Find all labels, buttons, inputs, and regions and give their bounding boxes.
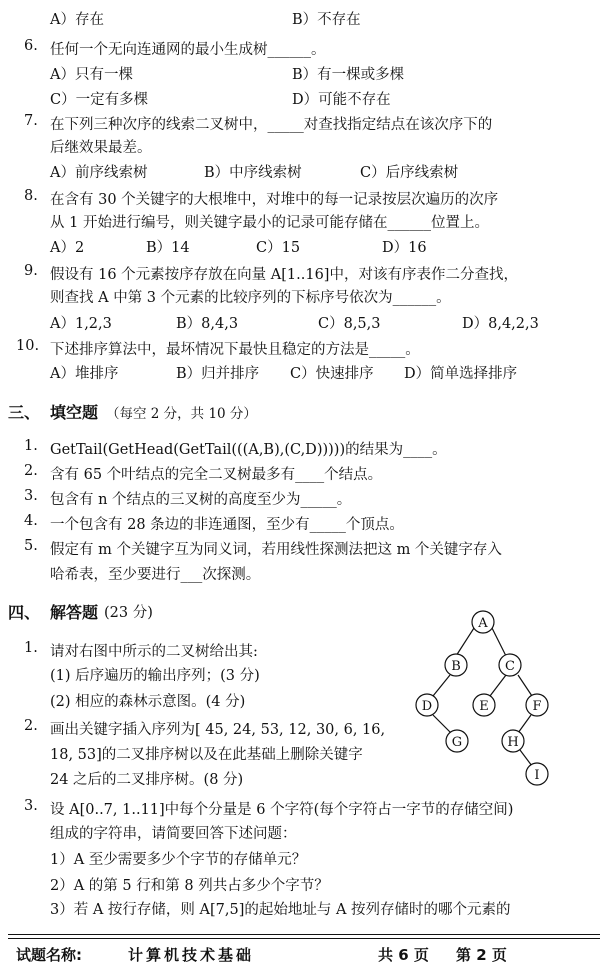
footer-subject: 计算机技术基础 (128, 946, 255, 964)
sub-question: (1) 后序遍历的输出序列；(3 分) (50, 668, 260, 684)
question-text: 24 之后的二叉排序树。(8 分) (50, 772, 244, 788)
question-number: 1. (24, 640, 38, 656)
question-number: 1. (24, 438, 38, 454)
tree-edge (456, 628, 474, 656)
question-text: 一个包含有 28 条边的非连通图，至少有_____个顶点。 (50, 517, 404, 533)
tree-label: E (479, 699, 489, 714)
q5-option-a: A）存在 (50, 12, 104, 28)
footer-rule (8, 934, 600, 935)
option: D）16 (382, 240, 427, 256)
option: C）一定有多棵 (50, 92, 149, 108)
option: A）只有一棵 (50, 67, 133, 83)
tree-edge (433, 715, 451, 733)
option: B）归并排序 (176, 366, 260, 382)
option: D）8,4,2,3 (462, 316, 539, 332)
footer-page-number: 第 2 页 (456, 946, 507, 964)
question-text: 哈希表，至少要进行___次探测。 (50, 567, 261, 583)
section-title: 解答题 (50, 603, 99, 622)
sub-question: (2) 相应的森林示意图。(4 分) (50, 694, 246, 710)
question-text: 画出关键字插入序列为[ 45, 24, 53, 12, 30, 6, 16, (50, 722, 386, 738)
sub-question: 2）A 的第 5 行和第 8 列共占多少个字节？ (50, 878, 329, 894)
question-number: 3. (24, 798, 38, 814)
question-number: 2. (24, 463, 38, 479)
question-text: 后继效果最差。 (50, 140, 152, 156)
question-text: 任何一个无向连通网的最小生成树______。 (50, 42, 326, 58)
section-number: 四、 (8, 603, 41, 622)
tree-edge (520, 750, 532, 766)
question-number: 4. (24, 513, 38, 529)
question-number: 7. (24, 113, 38, 129)
question-text: 则查找 A 中第 3 个元素的比较序列的下标序号依次为______。 (50, 290, 451, 306)
option: D）可能不存在 (292, 92, 391, 108)
option: C）8,5,3 (318, 316, 381, 332)
option: A）2 (50, 240, 85, 256)
question-text: 假定有 m 个关键字互为同义词，若用线性探测法把这 m 个关键字存入 (50, 542, 502, 558)
tree-edge (492, 628, 506, 656)
option: C）后序线索树 (360, 165, 459, 181)
question-number: 2. (24, 718, 38, 734)
question-text: 组成的字符串，请简要回答下述问题： (50, 826, 297, 842)
tree-label: A (478, 616, 488, 631)
footer-rule (8, 938, 600, 939)
section-note: （每空 2 分，共 10 分） (106, 406, 257, 422)
question-number: 8. (24, 188, 38, 204)
question-text: 包含有 n 个结点的三叉树的高度至少为_____。 (50, 492, 352, 508)
option: C）15 (256, 240, 301, 256)
question-text: 18, 53]的二叉排序树以及在此基础上删除关键字 (50, 747, 363, 763)
tree-label: C (505, 659, 515, 674)
tree-label: I (534, 768, 540, 783)
sub-question: 3）若 A 按行存储，则 A[7,5]的起始地址与 A 按列存储时的哪个元素的 (50, 902, 511, 918)
footer-total-pages: 共 6 页 (378, 946, 429, 964)
tree-edge (490, 675, 506, 696)
question-text: 下述排序算法中，最坏情况下最快且稳定的方法是_____。 (50, 342, 420, 358)
option: A）堆排序 (50, 366, 119, 382)
footer-label: 试题名称: (16, 946, 82, 964)
question-number: 5. (24, 538, 38, 554)
question-text: 含有 65 个叶结点的完全二叉树最多有____个结点。 (50, 467, 383, 483)
q5-option-b: B）不存在 (292, 12, 361, 28)
sub-question: 1）A 至少需要多少个字节的存储单元？ (50, 852, 307, 868)
tree-label: B (451, 659, 461, 674)
tree-edge (518, 675, 532, 696)
option: B）有一棵或多棵 (292, 67, 405, 83)
section-number: 三、 (8, 403, 41, 422)
tree-label: G (451, 735, 463, 750)
question-text: 请对右图中所示的二叉树给出其: (50, 644, 258, 660)
question-text: 在下列三种次序的线索二叉树中，_____对查找指定结点在该次序下的 (50, 117, 493, 133)
option: D）简单选择排序 (404, 366, 518, 382)
question-text: 在含有 30 个关键字的大根堆中，对堆中的每一记录按层次遍历的次序 (50, 192, 499, 208)
tree-edge (518, 715, 531, 733)
tree-label: D (421, 699, 433, 714)
question-text: 设 A[0..7, 1..11]中每个分量是 6 个字符(每个字符占一字节的存储空间) (50, 802, 514, 818)
option: A）1,2,3 (50, 316, 112, 332)
tree-label: F (532, 699, 542, 714)
option: B）14 (146, 240, 190, 256)
option: B）8,4,3 (176, 316, 239, 332)
question-number: 6. (24, 38, 38, 54)
option: A）前序线索树 (50, 165, 148, 181)
question-number: 9. (24, 263, 38, 279)
question-number: 10. (16, 338, 40, 354)
binary-tree-figure (400, 608, 570, 788)
tree-label: H (507, 735, 519, 750)
question-text: GetTail(GetHead(GetTail(((A,B),(C,D)))))的结果为____。 (50, 442, 447, 458)
section-title: 填空题 (50, 403, 99, 422)
option: B）中序线索树 (204, 165, 302, 181)
option: C）快速排序 (290, 366, 374, 382)
question-number: 3. (24, 488, 38, 504)
question-text: 从 1 开始进行编号，则关键字最小的记录可能存储在______位置上。 (50, 215, 489, 231)
section-note: (23 分) (104, 605, 153, 621)
tree-edge (433, 675, 450, 696)
question-text: 假设有 16 个元素按序存放在向量 A[1..16]中，对该有序表作二分查找， (50, 267, 518, 283)
